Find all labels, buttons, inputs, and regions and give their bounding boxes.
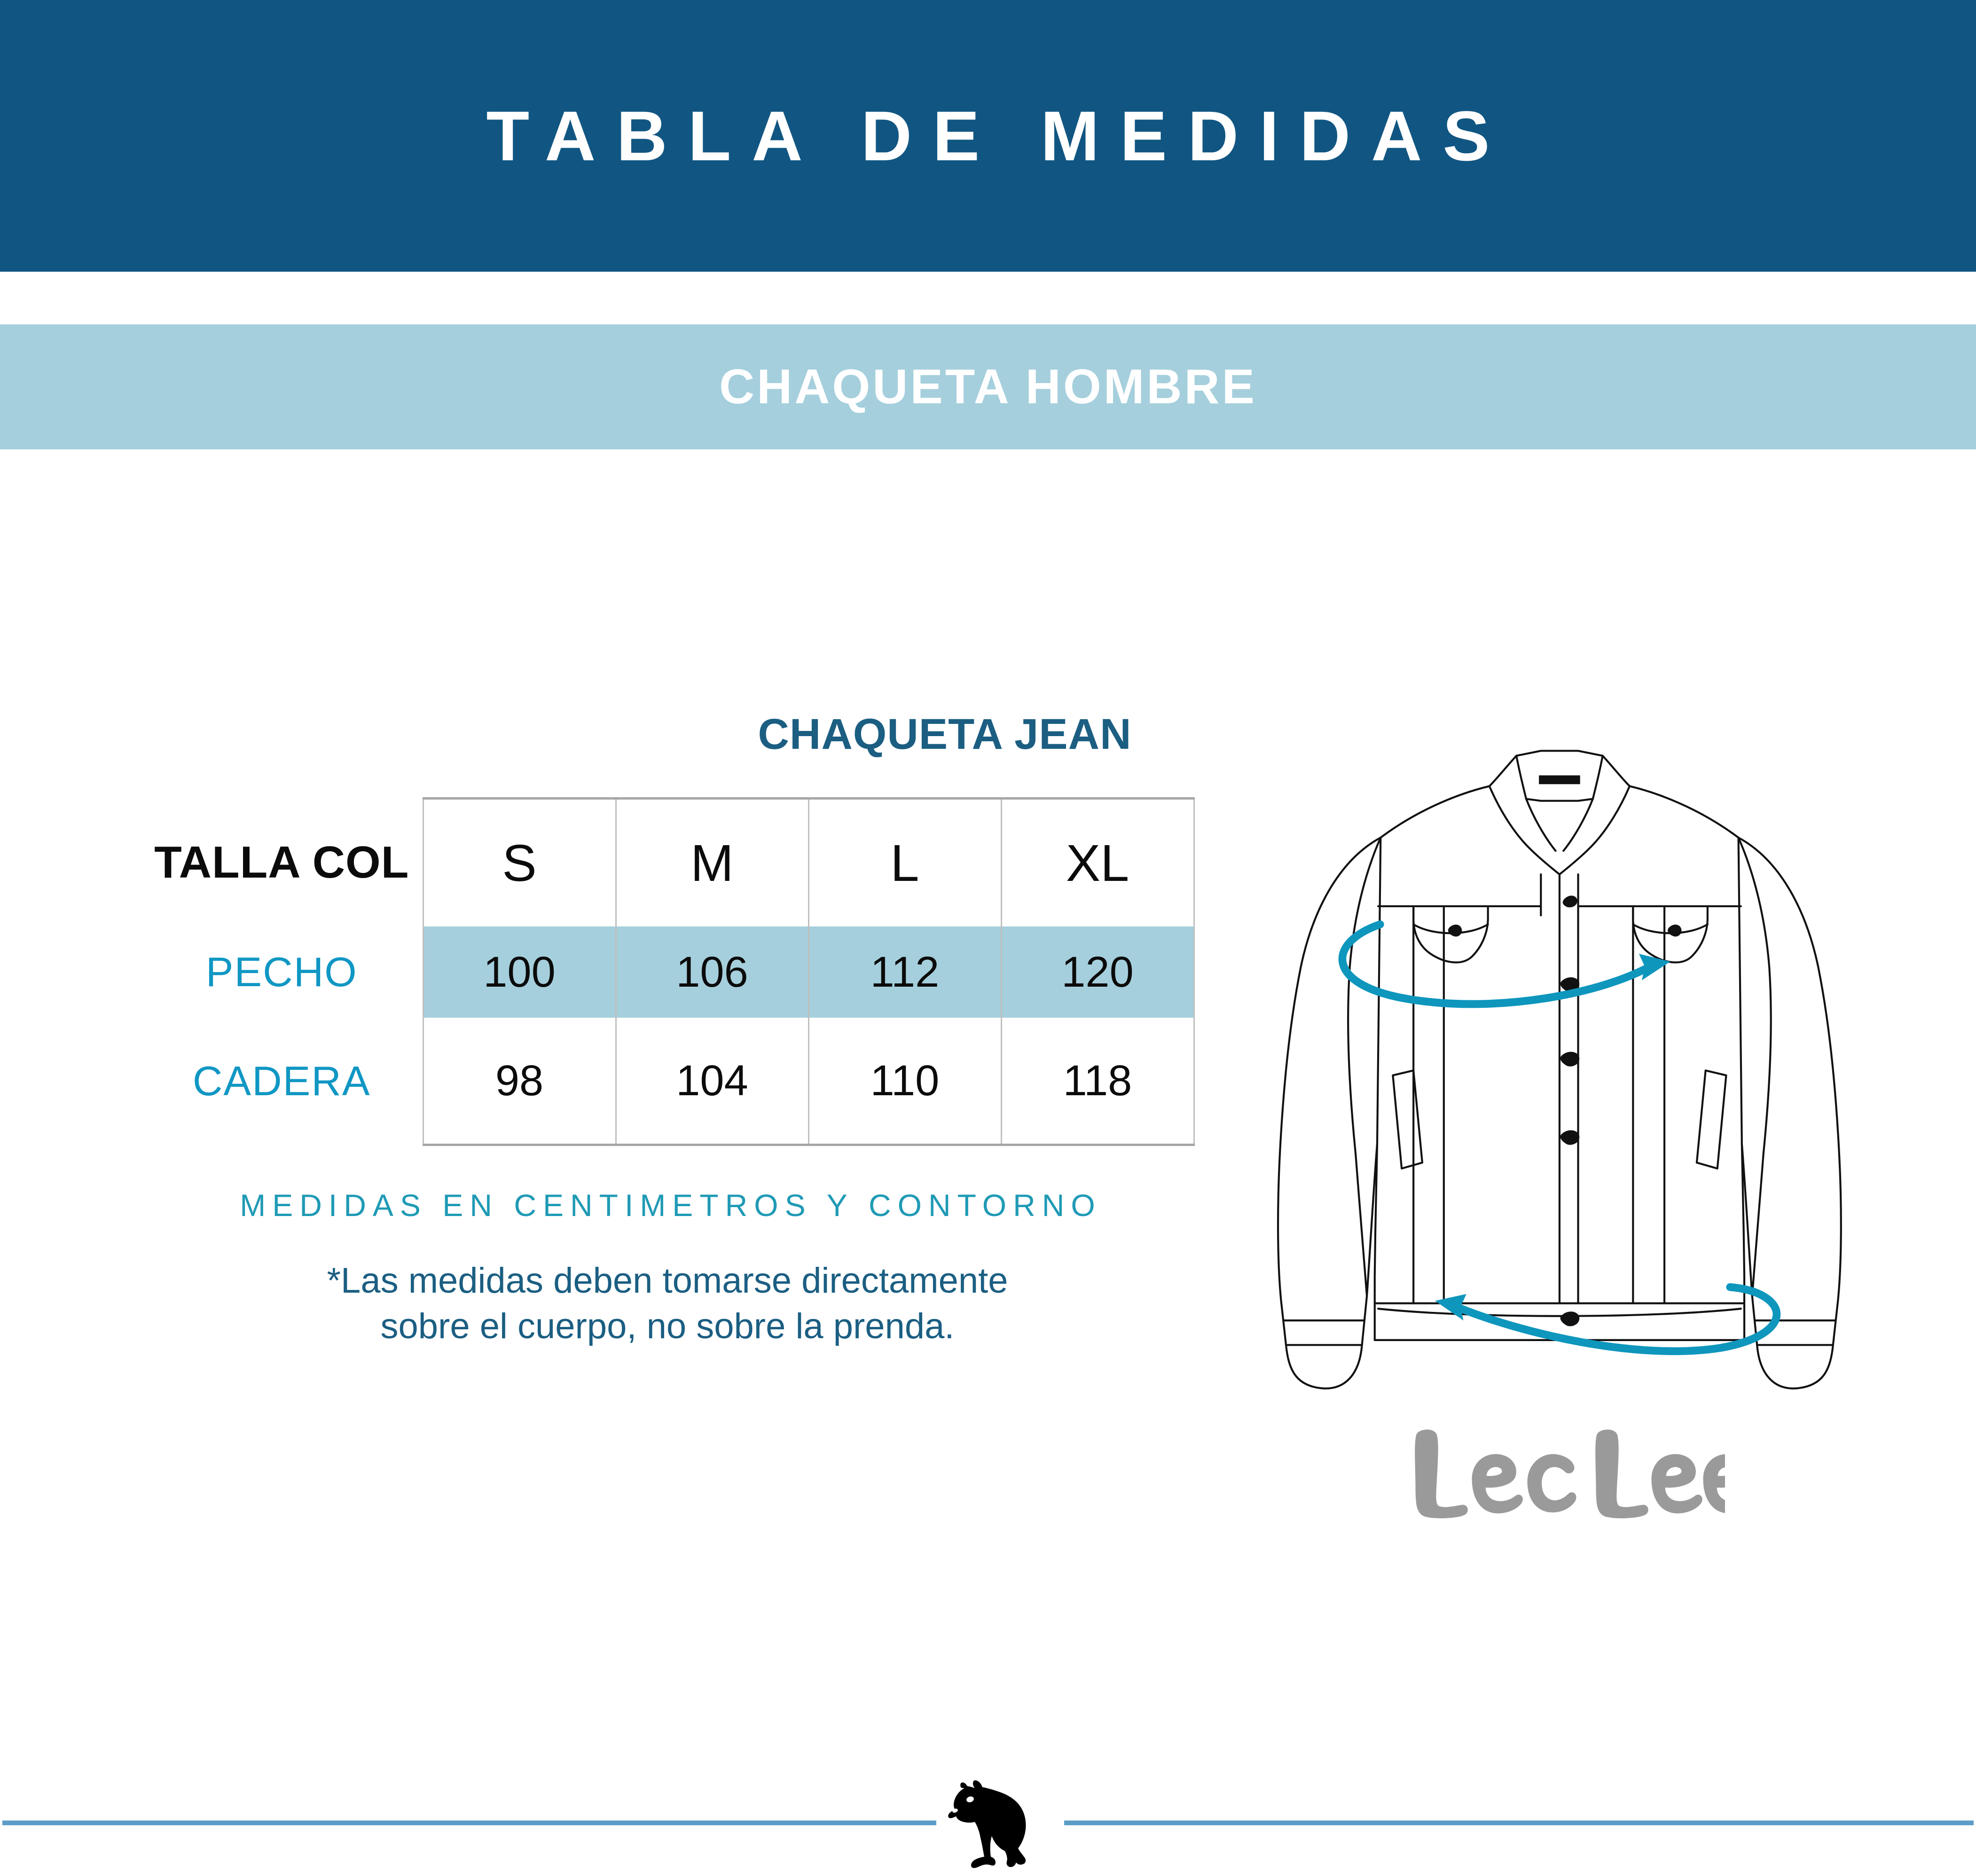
- footer-divider-right: [1064, 1821, 1974, 1825]
- cell-cadera-l: 110: [808, 1018, 1001, 1145]
- capybara-silhouette-icon: [936, 1777, 1064, 1871]
- chest-measure-arrow: [1342, 925, 1654, 1005]
- page-header-banner: [0, 0, 1976, 272]
- cell-pecho-m: 106: [616, 926, 808, 1018]
- units-note: MEDIDAS EN CENTIMETROS Y CONTORNO: [240, 1188, 1102, 1223]
- footer-brand-mark: [936, 1777, 1064, 1871]
- page-title: TABLA DE MEDIDAS: [486, 96, 1511, 175]
- hip-measure-arrow: [1451, 1287, 1776, 1351]
- measurement-footnote: [160, 1258, 1175, 1350]
- column-header-s: S: [423, 799, 616, 927]
- cell-cadera-m: 104: [616, 1018, 808, 1145]
- cell-pecho-xl: 120: [1001, 926, 1194, 1018]
- category-title: CHAQUETA HOMBRE: [719, 360, 1257, 414]
- table-row-cadera: [141, 1018, 1194, 1145]
- table-header-row: [141, 799, 1194, 927]
- row-label-cadera: CADERA: [192, 1058, 371, 1105]
- cell-pecho-l: 112: [808, 926, 1001, 1018]
- row-header-talla-col: TALLA COL: [154, 837, 409, 887]
- jacket-illustration: [1260, 713, 1861, 1399]
- size-table-wrap: [141, 797, 1194, 1146]
- cell-cadera-xl: 118: [1001, 1018, 1194, 1145]
- column-header-m: M: [616, 799, 808, 927]
- footer-divider-left: [2, 1821, 936, 1825]
- row-label-pecho: PECHO: [205, 949, 358, 995]
- garment-type-title: CHAQUETA JEAN: [758, 710, 1132, 758]
- footnote-line-2: sobre el cuerpo, no sobre la prenda.: [380, 1306, 955, 1347]
- column-header-xl: XL: [1001, 799, 1194, 927]
- lec-lee-wordmark-icon: [1396, 1413, 1725, 1535]
- size-table: [141, 797, 1195, 1146]
- category-banner: [0, 324, 1976, 449]
- brand-logo: [1260, 1413, 1861, 1535]
- cell-cadera-s: 98: [423, 1018, 616, 1145]
- denim-jacket-icon: [1260, 713, 1861, 1399]
- column-header-l: L: [808, 799, 1001, 927]
- footnote-line-1: *Las medidas deben tomarse directamente: [327, 1261, 1008, 1301]
- page-footer: [0, 1767, 1976, 1876]
- table-row-pecho: [141, 926, 1194, 1018]
- main-content: [0, 449, 1976, 1719]
- cell-pecho-s: 100: [423, 926, 616, 1018]
